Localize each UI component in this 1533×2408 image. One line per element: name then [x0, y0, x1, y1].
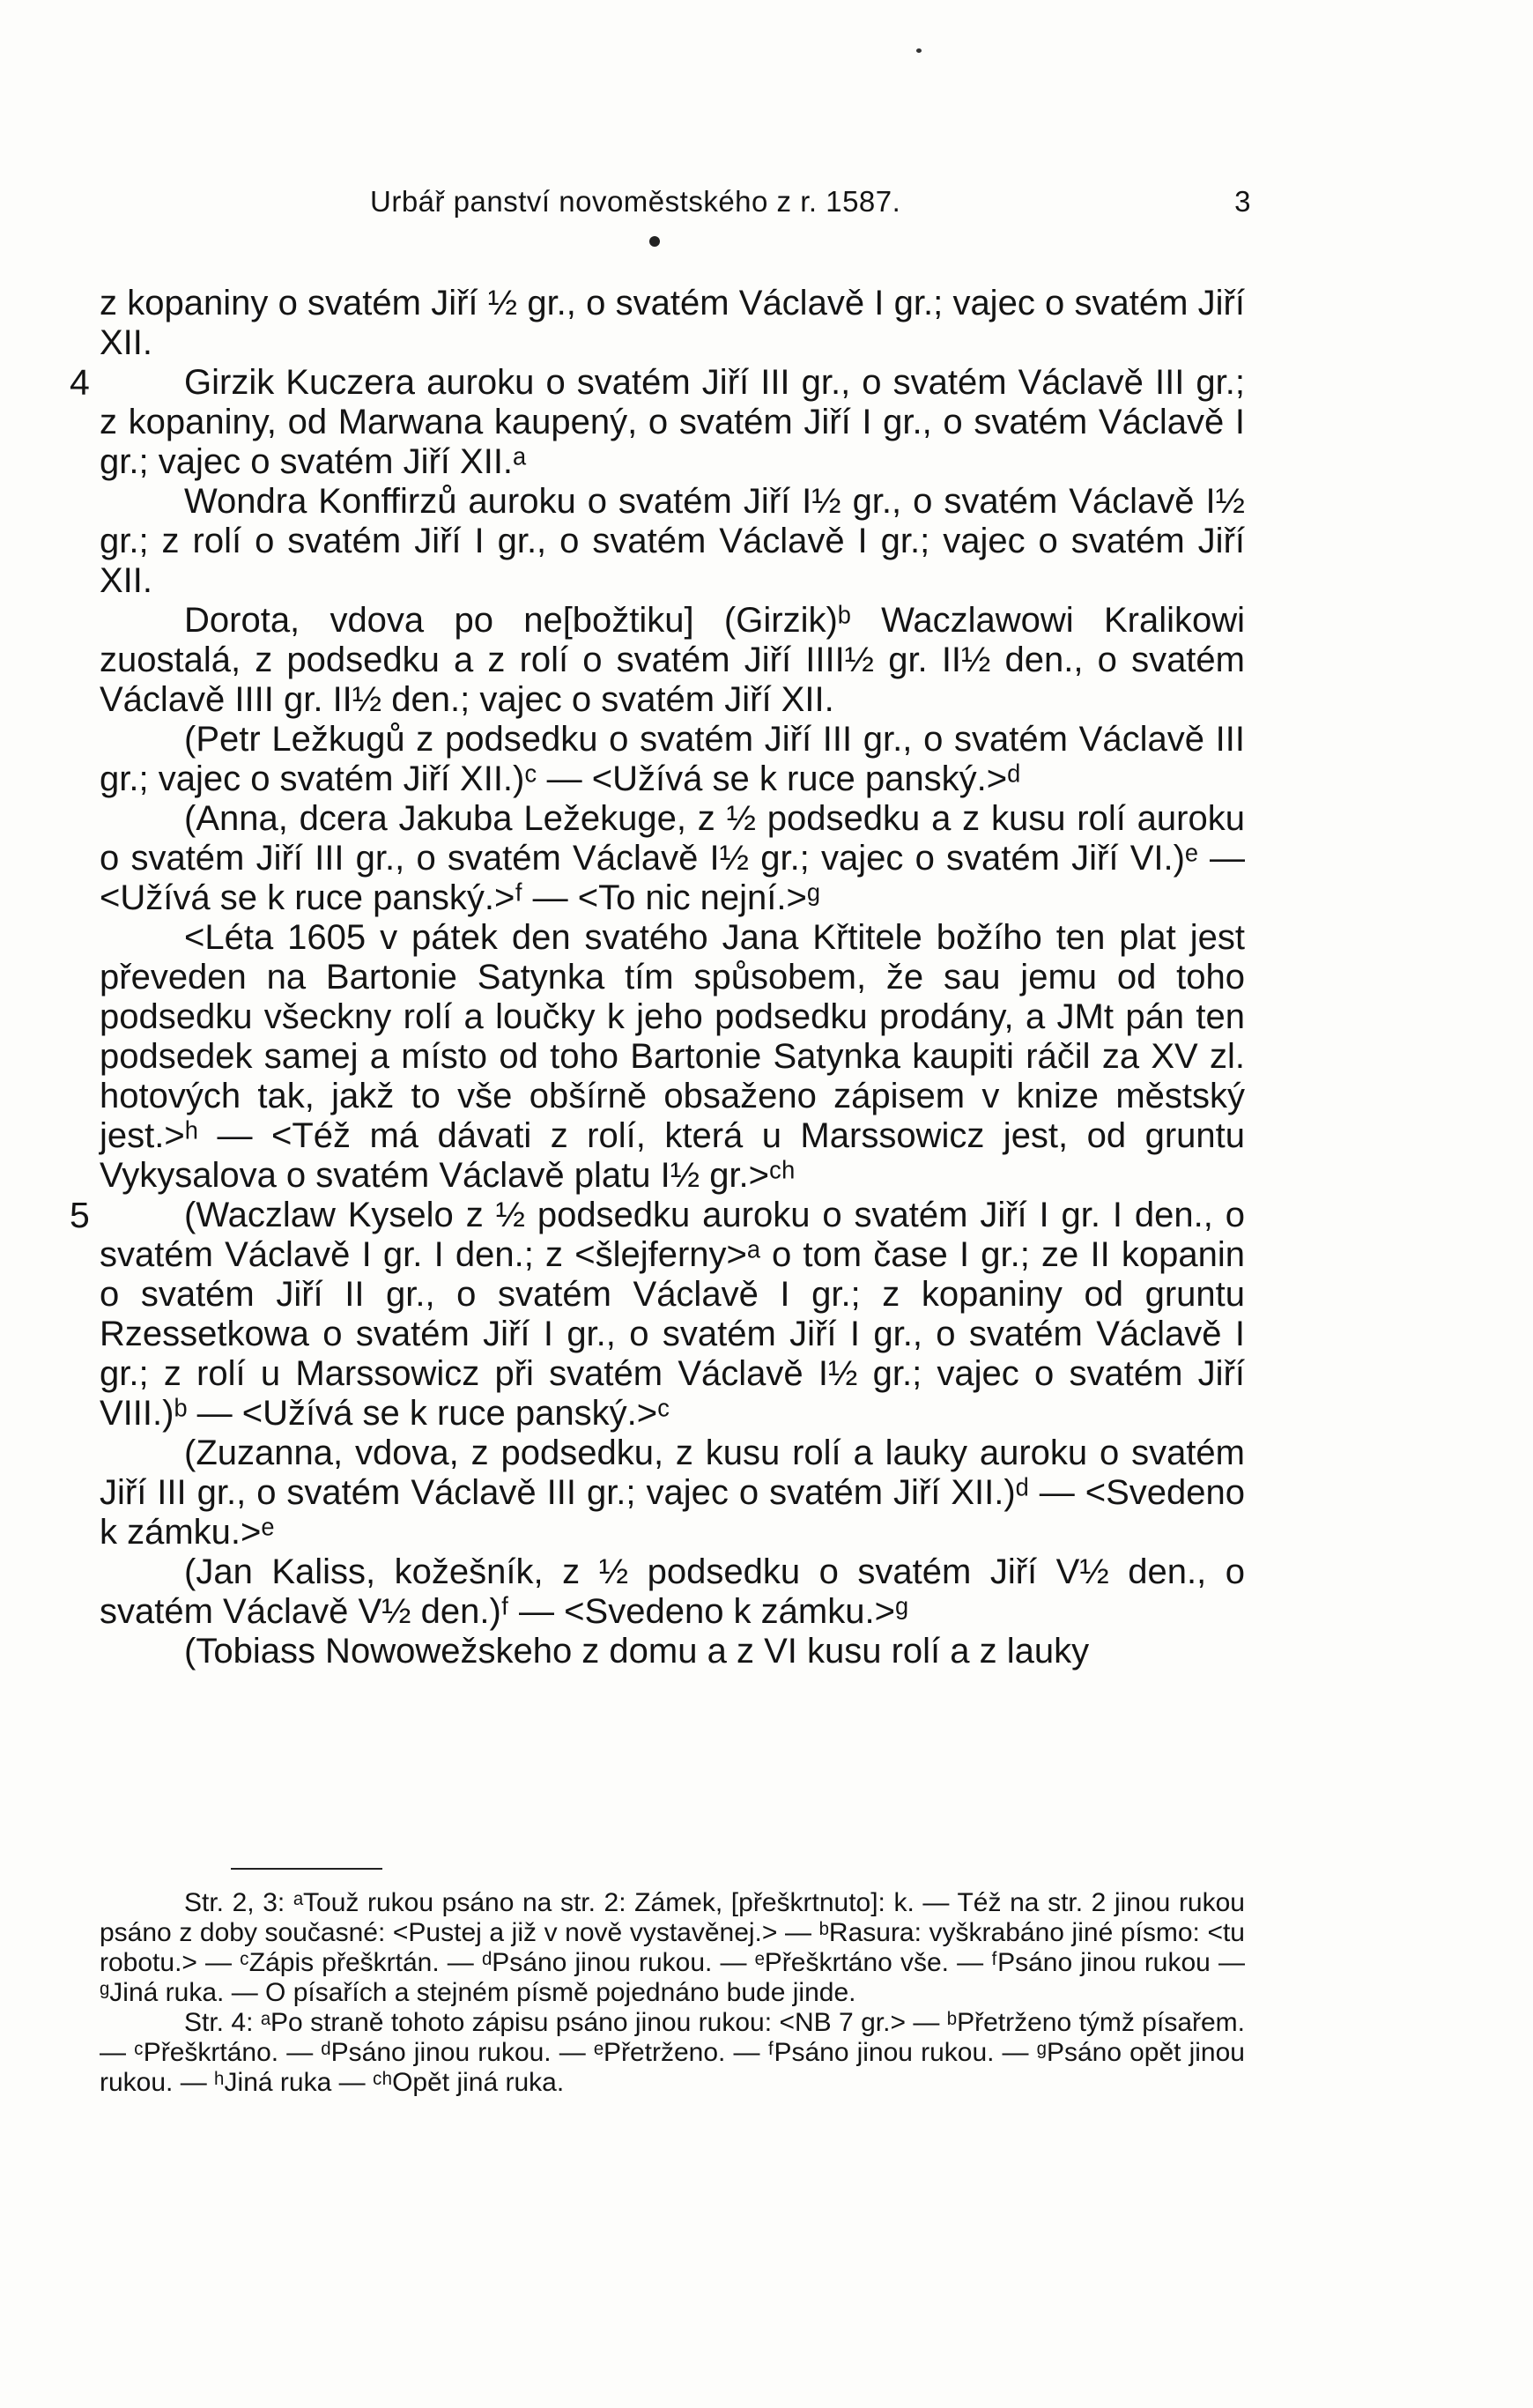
main-text	[70, 284, 1245, 1671]
footnote-separator	[231, 1868, 382, 1870]
entry-number: 5	[70, 1195, 90, 1235]
entry-paragraph: Girzik Kuczera auroku o svatém Jiří III gr., o svatém Václavě III gr.; z kopaniny, od Marwana kaupený, o svatém Jiří I gr., o svatém Václavě I gr.; vajec o svatém Jiří XII.ᵃ	[100, 363, 1245, 481]
scan-speck	[916, 48, 922, 53]
footnote-paragraph: Str. 2, 3: ᵃTouž rukou psáno na str. 2: Zámek, [přeškrtnuto]: k. — Též na str. 2 jinou rukou psáno z doby současné: <Pustej a již v nově vystavěnej.> — ᵇRasura: vyškrabáno jiné písmo: <tu robotu.> — ᶜZápis přeškrtán. — ᵈPsáno jinou rukou. — ᵉPřeškrtáno vše. — ᶠPsáno jinou rukou — ᵍJiná ruka. — O písařích a stejném písmě pojednáno bude jinde.	[100, 1888, 1245, 2007]
entry-number: 4	[70, 362, 90, 403]
entry-paragraph: (Tobiass Nowowežskeho z domu a z VI kusu rolí a z lauky	[184, 1632, 1090, 1671]
entry-paragraph: (Jan Kaliss, kožešník, z ½ podsedku o svatém Jiří V½ den., o svatém Václavě V½ den.)ᶠ — <Svedeno k zámku.>ᵍ	[100, 1552, 1245, 1631]
entry-4	[70, 362, 1245, 482]
header-ornament-dot	[649, 236, 660, 247]
footnotes	[100, 1888, 1245, 2098]
paragraph-continued: z kopaniny o svatém Jiří ½ gr., o svatém Václavě I gr.; vajec o svatém Jiří XII.	[100, 284, 1245, 362]
entry-paragraph: Wondra Konffirzů auroku o svatém Jiří I½ gr., o svatém Václavě I½ gr.; z rolí o svatém Jiří I gr., o svatém Václavě I gr.; vajec o svatém Jiří XII.	[100, 482, 1245, 600]
entry-paragraph: Dorota, vdova po ne[božtiku] (Girzik)ᵇ Waczlawowi Kralikowi zuostalá, z podsedku a z rolí o svatém Jiří IIII½ gr. II½ den., o svatém Václavě IIII gr. II½ den.; vajec o svatém Jiří XII.	[100, 601, 1245, 719]
page-number: 3	[1234, 185, 1251, 218]
footnote-paragraph: Str. 4: ᵃPo straně tohoto zápisu psáno jinou rukou: <NB 7 gr.> — ᵇPřetrženo týmž písařem. — ᶜPřeškrtáno. — ᵈPsáno jinou rukou. — ᵉPřetrženo. — ᶠPsáno jinou rukou. — ᵍPsáno opět jinou rukou. — ʰJiná ruka — ᶜʰOpět jiná ruka.	[100, 2008, 1245, 2097]
running-title: Urbář panství novoměstského z r. 1587.	[370, 185, 901, 218]
entry-5	[70, 1195, 1245, 1434]
entry-paragraph: (Anna, dcera Jakuba Ležekuge, z ½ podsedku a z kusu rolí auroku o svatém Jiří III gr., o svatém Václavě I½ gr.; vajec o svatém Jiří VI.)ᵉ — <Užívá se k ruce panský.>ᶠ — <To nic nejní.>ᵍ	[100, 799, 1245, 917]
entry-paragraph: (Zuzanna, vdova, z podsedku, z kusu rolí a lauky auroku o svatém Jiří III gr., o svatém Václavě III gr.; vajec o svatém Jiří XII.)ᵈ — <Svedeno k zámku.>ᵉ	[100, 1434, 1245, 1552]
entry-paragraph: (Waczlaw Kyselo z ½ podsedku auroku o svatém Jiří I gr. I den., o svatém Václavě I gr. I den.; z <šlejferny>ᵃ o tom čase I gr.; ze II kopanin o svatém Jiří II gr., o svatém Václavě I gr.; z kopaniny od gruntu Rzessetkowa o svatém Jiří I gr., o svatém Jiří I gr., o svatém Václavě I gr.; z rolí u Marssowicz při svatém Václavě I½ gr.; vajec o svatém Jiří VIII.)ᵇ — <Užívá se k ruce panský.>ᶜ	[100, 1196, 1245, 1433]
entry-paragraph: <Léta 1605 v pátek den svatého Jana Křtitele božího ten plat jest převeden na Bartonie Satynka tím spůsobem, že sau jemu od toho podsedku všeckny rolí a loučky k jeho podsedku prodány, a JMt pán ten podsedek samej a místo od toho Bartonie Satynka kaupiti ráčil za XV zl. hotových tak, jakž to vše obšírně obsaženo zápisem v knize městský jest.>ʰ — <Též má dávati z rolí, která u Marssowicz jest, od gruntu Vykysalova o svatém Václavě platu I½ gr.>ᶜʰ	[100, 918, 1245, 1195]
entry-paragraph: (Petr Ležkugů z podsedku o svatém Jiří III gr., o svatém Václavě III gr.; vajec o svatém Jiří XII.)ᶜ — <Užívá se k ruce panský.>ᵈ	[100, 720, 1245, 798]
